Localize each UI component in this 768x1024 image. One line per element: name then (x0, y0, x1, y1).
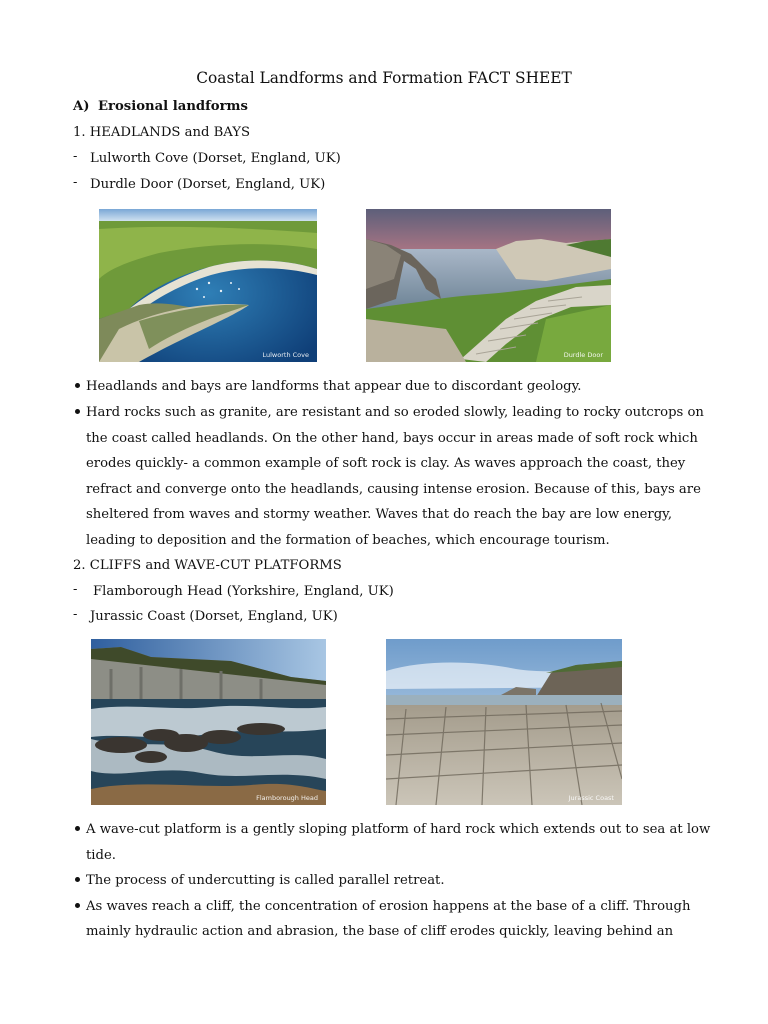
bullet-text: A wave-cut platform is a gently sloping platform of hard rock which extends out to sea at low (86, 822, 711, 837)
bullet-marker (75, 383, 80, 388)
photo-caption: Lulworth Cove (262, 351, 309, 359)
dash-marker: - (73, 582, 78, 597)
flamborough-head-photo (91, 639, 326, 805)
list-item: Jurassic Coast (Dorset, England, UK) (90, 609, 338, 624)
lulworth-cove-photo (99, 209, 317, 362)
dash-marker: - (73, 607, 78, 622)
list-item: Flamborough Head (Yorkshire, England, UK) (93, 584, 394, 599)
bullet-marker (75, 409, 80, 414)
list-item: Lulworth Cove (Dorset, England, UK) (90, 151, 341, 166)
arch-photo-icon (366, 209, 611, 362)
bay-photo-icon (99, 209, 317, 362)
list-item: Durdle Door (Dorset, England, UK) (90, 177, 326, 192)
cliff-photo-icon (91, 639, 326, 805)
bullet-text: refract and converge onto the headlands, causing intense erosion. Because of this, bays are (86, 482, 701, 497)
bullet-text: erodes quickly- a common example of soft rock is clay. As waves approach the coast, they (86, 456, 686, 471)
durdle-door-photo (366, 209, 611, 362)
bullet-text: Headlands and bays are landforms that appear due to discordant geology. (86, 379, 582, 394)
photo-caption: Flamborough Head (256, 794, 318, 802)
bullet-text: As waves reach a cliff, the concentration of erosion happens at the base of a cliff. Through (86, 899, 691, 914)
section-marker: A) (73, 99, 90, 114)
bullet-text: Hard rocks such as granite, are resistant and so eroded slowly, leading to rocky outcrops on (86, 405, 704, 420)
page-title: Coastal Landforms and Formation FACT SHEET (196, 69, 572, 87)
part1-heading: 1. HEADLANDS and BAYS (73, 125, 251, 140)
dash-marker: - (73, 149, 78, 164)
bullet-text: sheltered from waves and stormy weather. Waves that do reach the bay are low energy, (86, 507, 673, 522)
bullet-marker (75, 877, 80, 882)
photo-caption: Jurassic Coast (568, 794, 614, 802)
bullet-text: mainly hydraulic action and abrasion, the base of cliff erodes quickly, leaving behind an (86, 924, 674, 939)
dash-marker: - (73, 175, 78, 190)
bullet-text: the coast called headlands. On the other hand, bays occur in areas made of soft rock which (86, 431, 698, 446)
bullet-text: tide. (86, 848, 116, 863)
jurassic-coast-photo (386, 639, 622, 805)
photo-caption: Durdle Door (563, 351, 603, 359)
platform-photo-icon (386, 639, 622, 805)
section-heading: Erosional landforms (98, 99, 248, 114)
part2-heading: 2. CLIFFS and WAVE-CUT PLATFORMS (73, 558, 342, 573)
bullet-marker (75, 826, 80, 831)
bullet-marker (75, 903, 80, 908)
bullet-text: leading to deposition and the formation of beaches, which encourage tourism. (86, 533, 610, 548)
bullet-text: The process of undercutting is called parallel retreat. (86, 873, 445, 888)
